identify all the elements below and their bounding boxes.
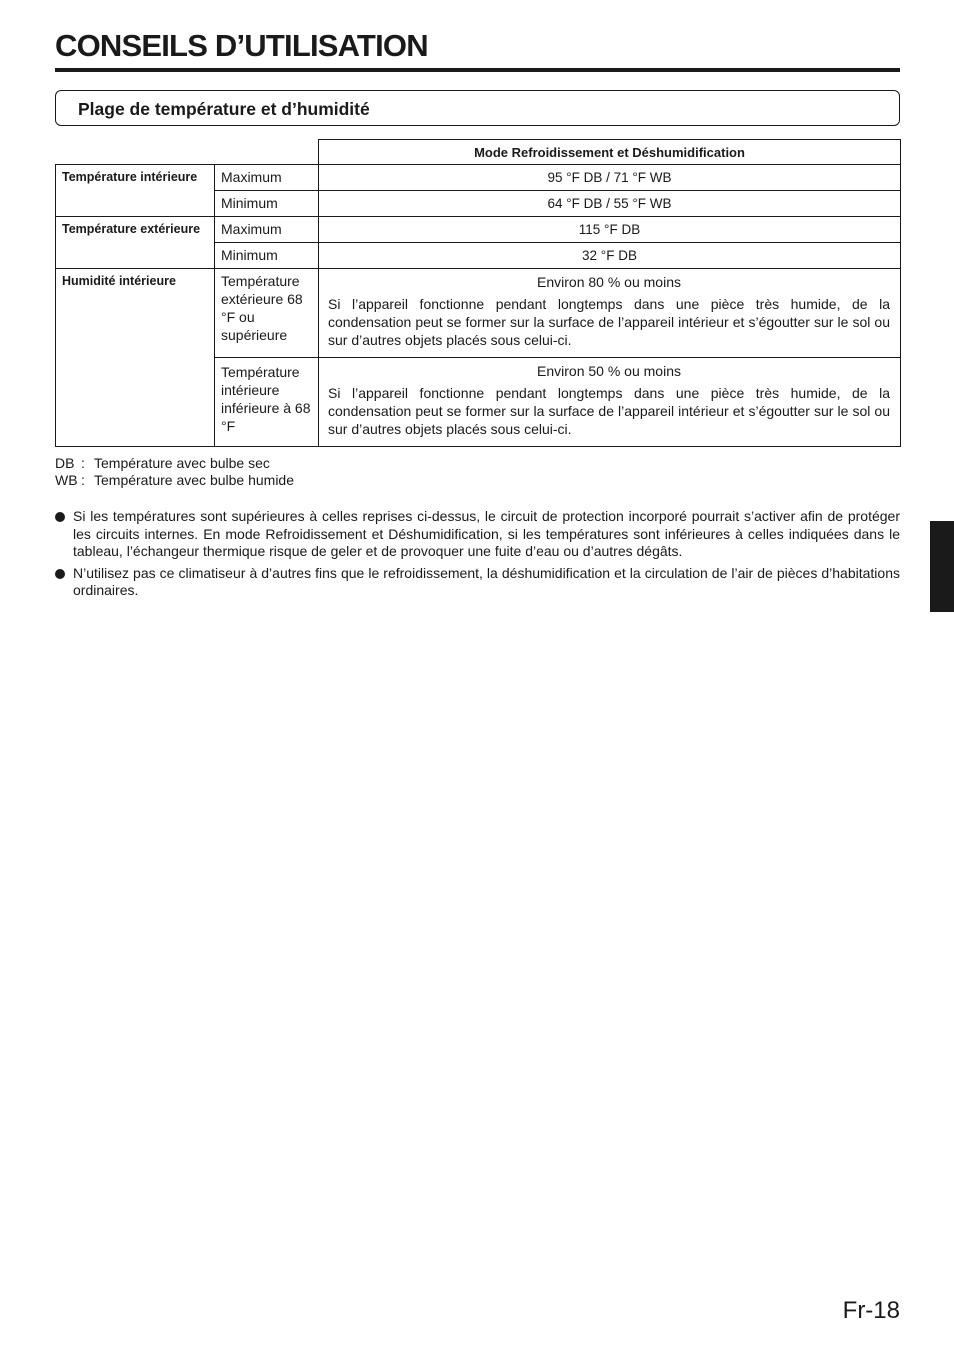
list-item xyxy=(55,565,900,600)
legend-text: Température avec bulbe humide xyxy=(94,472,295,488)
notes-list xyxy=(55,508,900,604)
humidity-condition: Température extérieure 68 °F ou supérieure xyxy=(215,269,319,358)
page-title: CONSEILS D’UTILISATION xyxy=(55,28,428,63)
humidity-value-cell xyxy=(319,269,901,358)
row-value: 95 °F DB / 71 °F WB xyxy=(319,165,901,191)
table-row xyxy=(56,217,901,243)
row-sub-label: Minimum xyxy=(215,191,319,217)
note-text: Si les températures sont supérieures à celles reprises ci-dessus, le circuit de protection incorporé pourrait s’activer afin de protéger les circuits internes. En mode Refroidissement et Déshumidification, si les températures sont inférieures à celles indiquées dans le tableau, l’échangeur thermique risque de geler et de provoquer une fuite d’eau ou d’autres dégâts. xyxy=(73,508,900,559)
table-header-row xyxy=(56,140,901,165)
legend-separator: : xyxy=(81,455,85,471)
row-value: 64 °F DB / 55 °F WB xyxy=(319,191,901,217)
legend-text: Température avec bulbe sec xyxy=(94,455,270,471)
list-item xyxy=(55,508,900,561)
row-category-outdoor-temp: Température extérieure xyxy=(56,217,215,269)
title-rule xyxy=(55,68,900,72)
humidity-value-cell xyxy=(319,358,901,447)
legend-abbr: WB xyxy=(55,472,78,488)
language-side-tab xyxy=(930,521,954,612)
row-value: 115 °F DB xyxy=(319,217,901,243)
table-row xyxy=(56,269,901,358)
row-sub-label: Minimum xyxy=(215,243,319,269)
section-header-box xyxy=(55,90,900,126)
row-category-indoor-humidity: Humidité intérieure xyxy=(56,269,215,447)
note-text: N’utilisez pas ce climatiseur à d’autres fins que le refroidissement, la déshumidification et la circulation de l’air de pièces d’habitations ordinaires. xyxy=(73,564,900,598)
table-row xyxy=(56,165,901,191)
legend-separator: : xyxy=(81,472,85,488)
humidity-note: Si l’appareil fonctionne pendant longtemps dans une pièce très humide, de la condensation peut se former sur la surface de l’appareil intérieur et s’égoutter sur le sol ou sur d’autres objets placés sous celui-ci. xyxy=(328,296,890,348)
humidity-value: Environ 80 % ou moins xyxy=(537,274,681,290)
bullet-icon xyxy=(55,569,65,579)
mode-column-header: Mode Refroidissement et Déshumidification xyxy=(319,140,901,165)
bullet-icon xyxy=(55,512,65,522)
temperature-humidity-table xyxy=(55,139,901,447)
legend-abbr: DB xyxy=(55,455,75,471)
table-corner-blank xyxy=(56,140,319,165)
humidity-value: Environ 50 % ou moins xyxy=(537,363,681,379)
row-sub-label: Maximum xyxy=(215,217,319,243)
abbreviation-legend xyxy=(55,455,294,489)
humidity-note: Si l’appareil fonctionne pendant longtemps dans une pièce très humide, de la condensation peut se former sur la surface de l’appareil intérieur et s’égoutter sur le sol ou sur d’autres objets placés sous celui-ci. xyxy=(328,385,890,437)
legend-item xyxy=(55,455,294,472)
row-category-indoor-temp: Température intérieure xyxy=(56,165,215,217)
humidity-condition: Température intérieure inférieure à 68 °F xyxy=(215,358,319,447)
page-number: Fr-18 xyxy=(842,1297,900,1324)
legend-item xyxy=(55,472,294,489)
row-value: 32 °F DB xyxy=(319,243,901,269)
row-sub-label: Maximum xyxy=(215,165,319,191)
section-title: Plage de température et d’humidité xyxy=(78,99,370,119)
